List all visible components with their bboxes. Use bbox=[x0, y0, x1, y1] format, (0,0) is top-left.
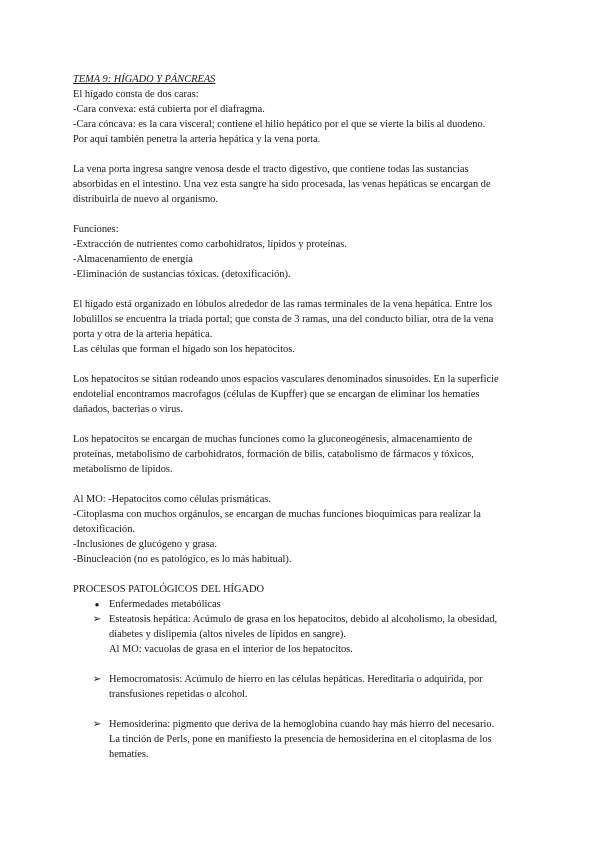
text-line: lobulillos se encuentra la triada portal; que consta de 3 ramas, una del conducto biliar, otra de la vena bbox=[73, 314, 494, 325]
paragraph-funciones bbox=[73, 222, 533, 282]
text-line: detoxificación. bbox=[73, 524, 136, 535]
list-item-text: diabetes y dislipemia (altos niveles de lípidos en sangre). bbox=[109, 629, 346, 640]
arrow-bullet-icon: ➢ bbox=[92, 719, 102, 730]
list-item-text: Hemocromatosis: Acúmulo de hierro en las células hepáticas. Hereditaria o adquirida, por bbox=[109, 674, 483, 685]
text-line: -Almacenamiento de energía bbox=[73, 254, 193, 265]
text-line: El hígado consta de dos caras: bbox=[73, 89, 199, 100]
text-line: porta y otra de la arteria hepática. bbox=[73, 329, 213, 340]
list-item-text: hematíes. bbox=[109, 749, 149, 760]
paragraph-caras bbox=[73, 87, 533, 147]
list-item-text: transfusiones repetidas o alcohol. bbox=[109, 689, 248, 700]
list-item bbox=[73, 672, 533, 702]
text-line: Los hepatocitos se encargan de muchas funciones como la gluconeogénesis, almacenamiento de bbox=[73, 434, 473, 445]
text-line: proteínas, metabolismo de carbohidratos, formación de bilis, catabolismo de fármacos y tóxicos, bbox=[73, 449, 474, 460]
text-line: -Citoplasma con muchos orgánulos, se encargan de muchas funciones bioquímicas para realizar la bbox=[73, 509, 481, 520]
arrow-bullet-icon: ➢ bbox=[92, 674, 102, 685]
paragraph-al-mo bbox=[73, 492, 533, 567]
text-line: -Extracción de nutrientes como carbohidratos, lípidos y proteínas. bbox=[73, 239, 347, 250]
list-item-text: Enfermedades metabólicas bbox=[109, 599, 221, 610]
page-title: TEMA 9: HÍGADO Y PÁNCREAS bbox=[73, 74, 216, 85]
text-line: Los hepatocitos se sitúan rodeando unos espacios vasculares denominados sinusoides. En la superficie bbox=[73, 374, 499, 385]
paragraph-funciones-hepatocitos bbox=[73, 432, 533, 477]
text-line: -Inclusiones de glucógeno y grasa. bbox=[73, 539, 217, 550]
text-line: metabolismo de lípidos. bbox=[73, 464, 173, 475]
text-line: endotelial encontramos macrofagos (células de Kupffer) que se encargan de eliminar los hematíes bbox=[73, 389, 480, 400]
text-line: -Cara cóncava: es la cara visceral; contiene el hilio hepático por el que se vierte la bilis al duodeno. bbox=[73, 119, 486, 130]
list-item bbox=[73, 612, 533, 657]
document-body bbox=[73, 72, 533, 762]
list-item-text: Al MO: vacuolas de grasa en el interior de los hepatocitos. bbox=[109, 644, 353, 655]
text-line: Por aquí también penetra la arteria hepática y la vena porta. bbox=[73, 134, 321, 145]
text-line: La vena porta ingresa sangre venosa desde el tracto digestivo, que contiene todas las sustancias bbox=[73, 164, 469, 175]
text-line: absorbidas en el intestino. Una vez esta sangre ha sido procesada, las venas hepáticas se encargan de bbox=[73, 179, 491, 190]
text-line: Funciones: bbox=[73, 224, 119, 235]
text-line: Las células que forman el hígado son los hepatocitos. bbox=[73, 344, 295, 355]
section-heading: PROCESOS PATOLÓGICOS DEL HÍGADO bbox=[73, 584, 265, 595]
paragraph-sinusoides bbox=[73, 372, 533, 417]
text-line: -Eliminación de sustancias tóxicas. (detoxificación). bbox=[73, 269, 291, 280]
text-line: dañados, bacterias o virus. bbox=[73, 404, 183, 415]
list-item bbox=[73, 597, 533, 612]
text-line: -Binucleación (no es patológico, es lo más habitual). bbox=[73, 554, 292, 565]
bullet-dot-icon: ● bbox=[94, 600, 100, 609]
text-line: El hígado está organizado en lóbulos alrededor de las ramas terminales de la vena hepática. Entre los bbox=[73, 299, 493, 310]
text-line: Al MO: -Hepatocitos como células prismáticas. bbox=[73, 494, 271, 505]
paragraph-vena-porta bbox=[73, 162, 533, 207]
paragraph-lobulos bbox=[73, 297, 533, 357]
list-item-text: Esteatosis hepática: Acúmulo de grasa en los hepatocitos, debido al alcoholismo, la obesidad, bbox=[109, 614, 498, 625]
text-line: -Cara convexa: está cubierta por el diafragma. bbox=[73, 104, 265, 115]
list-item bbox=[73, 717, 533, 762]
list-item-text: Hemosiderina: pigmento que deriva de la hemoglobina cuando hay más hierro del necesario. bbox=[109, 719, 495, 730]
text-line: distribuirla de nuevo al organismo. bbox=[73, 194, 218, 205]
arrow-bullet-icon: ➢ bbox=[92, 614, 102, 625]
list-item-text: La tinción de Perls, pone en manifiesto la presencia de hemosiderina en el citoplasma de los bbox=[109, 734, 492, 745]
